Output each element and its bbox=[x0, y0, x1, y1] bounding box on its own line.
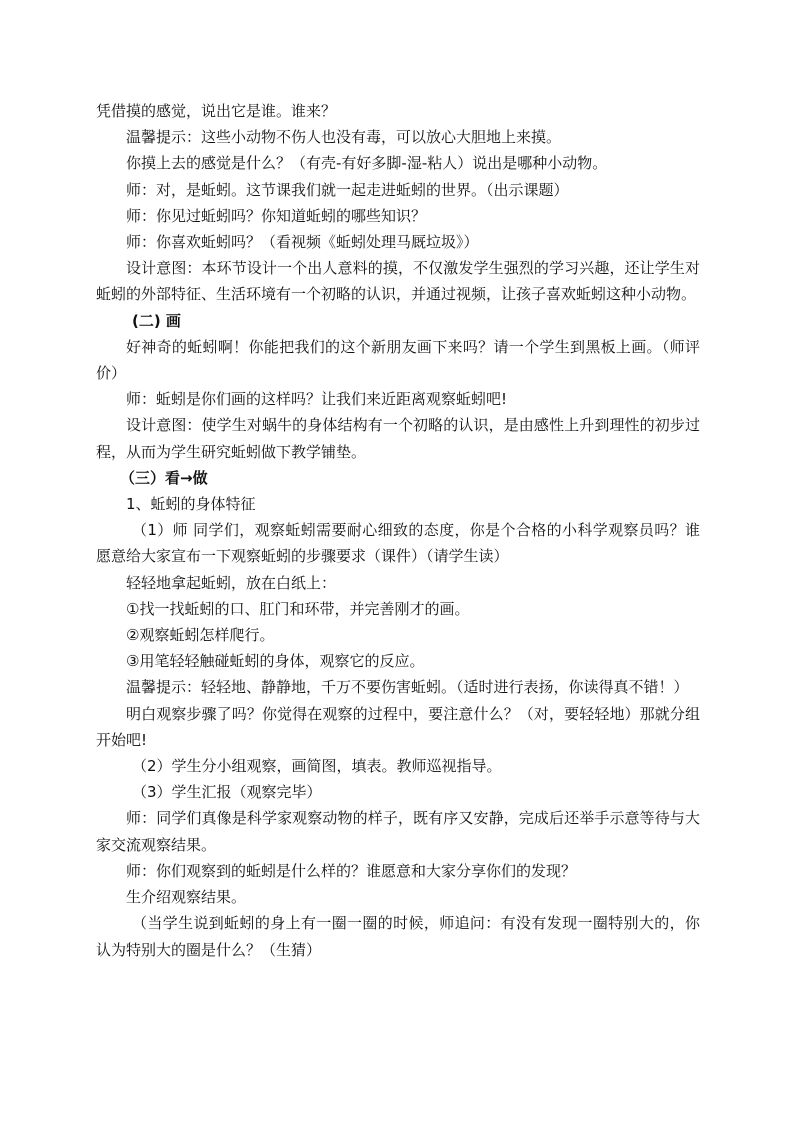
paragraph: 温馨提示：这些小动物不伤人也没有毒，可以放心大胆地上来摸。 bbox=[126, 128, 562, 147]
paragraph: 轻轻地拿起蚯蚓，放在白纸上： bbox=[126, 573, 337, 592]
paragraph: 明白观察步骤了吗？你觉得在观察的过程中，要注意什么？（对，要轻轻地）那就分组开始吧! bbox=[96, 704, 700, 749]
list-item: ②观察蚯蚓怎样爬行。 bbox=[126, 626, 275, 645]
document-body bbox=[96, 98, 700, 963]
section-heading: (二) 画 bbox=[132, 311, 181, 330]
paragraph: 设计意图：本环节设计一个出人意料的摸，不仅激发学生强烈的学习兴趣，还让学生对蚯蚓的外部特征、生活环境有一个初略的认识，并通过视频，让孩子喜欢蚯蚓这种小动物。 bbox=[96, 259, 700, 304]
section-heading: （三）看→做 bbox=[120, 468, 208, 487]
paragraph: （1）师 同学们，观察蚯蚓需要耐心细致的态度，你是个合格的小科学观察员吗？谁愿意给大家宣布一下观察蚯蚓的步骤要求（课件）（请学生读） bbox=[96, 521, 700, 566]
paragraph: 师：蚯蚓是你们画的这样吗？让我们来近距离观察蚯蚓吧! bbox=[126, 390, 508, 409]
subsection-heading: 1、蚯蚓的身体特征 bbox=[126, 495, 256, 514]
paragraph: （当学生说到蚯蚓的身上有一圈一圈的时候，师追问：有没有发现一圈特别大的，你认为特别大的圈是什么？（生猜） bbox=[96, 914, 700, 959]
paragraph: 你摸上去的感觉是什么？（有壳-有好多脚-湿-粘人）说出是哪种小动物。 bbox=[126, 154, 608, 173]
paragraph: 温馨提示：轻轻地、静静地，千万不要伤害蚯蚓。（适时进行表扬，你读得真不错！） bbox=[126, 678, 689, 697]
paragraph: 师：你们观察到的蚯蚓是什么样的？谁愿意和大家分享你们的发现？ bbox=[126, 861, 577, 880]
paragraph: 凭借摸的感觉，说出它是谁。谁来？ bbox=[96, 102, 337, 120]
paragraph: （2）学生分小组观察，画简图，填表。教师巡视指导。 bbox=[132, 757, 502, 776]
paragraph: 师：同学们真像是科学家观察动物的样子，既有序又安静，完成后还举手示意等待与大家交流观察结果。 bbox=[96, 809, 700, 854]
paragraph: 生介绍观察结果。 bbox=[126, 888, 247, 907]
paragraph: 师：你见过蚯蚓吗？你知道蚯蚓的哪些知识？ bbox=[126, 206, 427, 225]
paragraph: 设计意图：使学生对蜗牛的身体结构有一个初略的认识，是由感性上升到理性的初步过程，从而为学生研究蚯蚓做下教学铺垫。 bbox=[96, 416, 700, 461]
list-item: ①找一找蚯蚓的口、肛门和环带，并完善刚才的画。 bbox=[126, 599, 470, 618]
paragraph: 好神奇的蚯蚓啊！你能把我们的这个新朋友画下来吗？请一个学生到黑板上画。（师评价） bbox=[96, 337, 700, 383]
paragraph: 师：对，是蚯蚓。这节课我们就一起走进蚯蚓的世界。（出示课题） bbox=[126, 180, 569, 199]
list-item: ③用笔轻轻触碰蚯蚓的身体，观察它的反应。 bbox=[126, 652, 425, 671]
paragraph: （3）学生汇报（观察完毕） bbox=[132, 783, 322, 802]
paragraph: 师：你喜欢蚯蚓吗？（看视频《蚯蚓处理马厩垃圾》） bbox=[126, 233, 479, 252]
